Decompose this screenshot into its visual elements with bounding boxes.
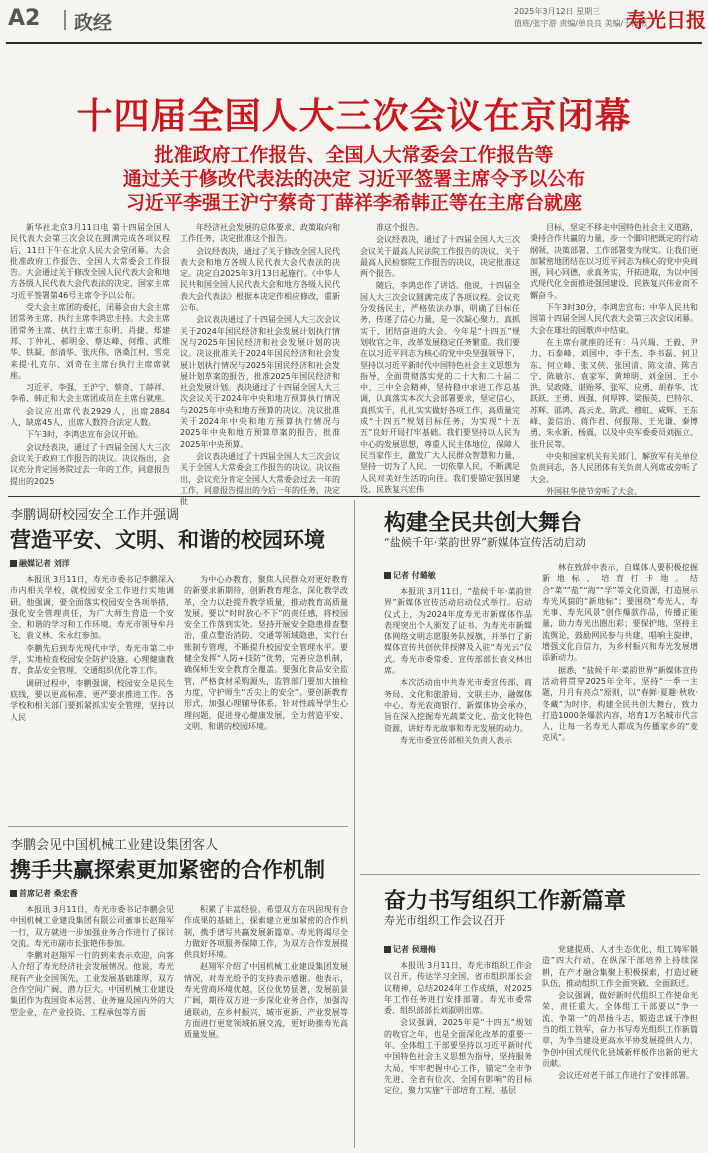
paragraph: 本报讯 3月11日，寿光市委书记李鹏深入市内相关学校，就校园安全工作进行实地调研。他强调，要全面落实校园安全各项举措，强化安全管理责任，为广大师生营造一个安全、和谐的学习和工作环境。寿光市领导牟丹飞、袁义林、朱永红参加。	[10, 575, 174, 641]
paragraph: 会议强调，2025年是“十四五”规划的收官之年，也是全面深化改革的重要一年。全体组工干部要坚持以习近平新时代中国特色社会主义思想为指导，坚持服务大局，牢牢把握中心工作，锚定“全市争先进、全省有位次、全国有影响”的目标定位，聚力实施“干部培育工程、基层	[384, 1018, 532, 1096]
campus-byline-text: 融媒记者 刘洋	[19, 559, 70, 568]
paragraph: 随后，李鸿忠作了讲话。他说，十四届全国人大三次会议圆满完成了各项议程。会议充分发扬民主，严格依法办事，明确了目标任务，传递了信心力量，是一次凝心聚力、真抓实干、团结奋进的大会。今年是“十四五”规划收官之年，改革发展稳定任务繁重。我们要在以习近平同志为核心的党中央坚强领导下，坚持以习近平新时代中国特色社会主义思想为指导，全面贯彻落实党的二十大和二十届二中、三中全会精神，坚持稳中求进工作总基调，认真落实本次大会部署要求，坚定信心，真抓实干，扎扎实实做好各项工作，高质量完成“十四五”规划目标任务，为实现“十五五”良好开局打牢基础。我们要坚持以人民为中心的发展思想，尊重人民主体地位，保障人民当家作主，激发广大人民群众智慧和力量，坚持一切为了人民、一切依靠人民，不断满足人民对美好生活的向往。我们要锚定强国建设、民族复兴宏伟	[360, 281, 520, 494]
lead-column-4	[530, 222, 698, 496]
writing-subhead: 寿光市组织工作会议召开	[384, 914, 505, 927]
campus-headline: 营造平安、文明、和谐的校园环境	[10, 528, 325, 552]
newspaper-logo: 寿光日报	[626, 8, 706, 32]
lead-deck-2: 通过关于修改代表法的决定 习近平签署主席令予以公布	[122, 168, 586, 190]
lead-deck-1: 批准政府工作报告、全国人大常委会工作报告等	[154, 144, 554, 166]
paragraph: 会议还对老干部工作进行了安排部署。	[558, 1071, 694, 1081]
paragraph: 会议表决通过了十四届全国人大三次会议关于2024年国民经济和社会发展计划执行情况与2025年国民经济和社会发展计划的决议。决议批准关于2024年国民经济和社会发展计划执行情况与2025年国民经济和社会发展计划草案的报告，批准2025年国民经济和社会发展计划。表决通过了十四届全国人大三次会议关于2024年中央和地方预算执行情况与2025年中央和地方预算的决议。决议批准关于2024年中央和地方预算执行情况与2025年中央和地方预算草案的报告，批准2025年中央预算。	[180, 315, 340, 449]
stage-column-2	[542, 562, 698, 868]
paragraph: 为中心办教育，聚焦人民群众对更好教育的新要求新期待，创新教育理念，深化教学改革，全力以赴提升教学质量，推动教育高质量发展。要以“时时放心不下”的责任感，将校园安全工作落到实处。坚持开展安全隐患排查整治，重点整治消防、交通等领域隐患，实行台账制专管理，不断提升校园安全管理水平。要健全发挥“人防+技防”优势，完善应急机制，确保师生安全教育全覆盖。要强化食品安全监管，严格食材采购源头，监管部门要加大抽检力度，守护师生“舌尖上的安全”。要创新教育形式，加强心理辅导体系，针对性疏导学生心理问题，促进身心健康发展，全力营造平安、文明、和谐的校园环境。	[184, 575, 348, 731]
editors-line: 值班/张宇游 责编/单良良 美编/于梅燕	[514, 19, 648, 28]
page-number: A2	[8, 6, 41, 31]
byline-marker	[384, 946, 391, 953]
writing-headline: 奋力书写组织工作新篇章	[384, 889, 627, 914]
paragraph: 寿光市委宣传部相关负责人表示	[400, 735, 512, 745]
lead-column-2	[180, 222, 340, 507]
stage-column-1	[384, 586, 532, 868]
paragraph: 外国驻华使节旁听了大会。	[546, 486, 642, 496]
lead-column-3	[360, 222, 520, 494]
machinery-headline: 携手共赢探索更加紧密的合作机制	[10, 858, 325, 882]
paragraph: 本次活动由中共寿光市委宣传部、商务局、文化和旅游局、文联主办，融媒体中心、寿光农商银行、新媒体协会承办，旨在深入挖掘寿光蔬菜文化、盐文化特色资源，讲好寿光故事和寿光发展的动力。	[384, 678, 532, 733]
issue-date: 2025年3月12日 星期三	[514, 7, 601, 16]
paragraph: 积累了丰富经验。希望双方在巩固现有合作成果的基础上，探索建立更加紧密的合作机制，携手谱写共赢发展新篇章。寿光将竭尽全力做好各项服务保障工作，为双方合作发展提供良好环境。	[184, 905, 348, 960]
campus-column-2	[184, 574, 348, 822]
paragraph: 本报讯 3月11日，寿光市组织工作会议召开，传达学习全国、省市组织部长会议精神，总结2024年工作成绩，对2025年工作任务进行安排部署。寿光市委常委、组织部部长刘淑明出席。	[384, 961, 532, 1016]
byline-marker	[10, 890, 17, 897]
paragraph: 赵翔军介绍了中国机械工业建设集团发展情况，对寿光给予的支持表示感谢。他表示，寿光营商环境优越，区位优势显著，发展前景广阔，期待双方进一步深化业务合作，加强沟通联动，在乡村振兴、城市更新、产业发展等方面进行更宽领域拓展交流，更好助推寿光高质量发展。	[184, 962, 348, 1040]
horizontal-rule-left	[8, 826, 348, 827]
paragraph: 在主席台就座的还有：马兴瑞、王毅、尹力、石泰峰、刘国中、李干杰、李书磊、何卫东、何立峰、张又侠、张国清、陈文清、陈吉宁、陈敏尔、袁家军、黄坤明、刘金国、王小洪、吴政隆、谌贻琴、张军、应勇、胡春华、沈跃跃、王勇、周强、何厚铧、梁振英、巴特尔、苏辉、邵鸿、高云龙、陈武、穆虹、咸辉、王东峰、姜信治、蒋作君、何报翔、王光谦、秦博勇、朱永新、杨震，以及中央军委委员刘振立、张升民等。	[530, 337, 698, 449]
horizontal-rule-right	[360, 874, 700, 875]
paragraph: 准这个报告。	[376, 223, 424, 232]
stage-byline	[384, 570, 436, 581]
campus-column-1	[10, 574, 174, 822]
campus-byline	[10, 558, 70, 569]
stage-subhead: “盐候千年·菜韵世界”新媒体宣传活动启动	[384, 536, 586, 549]
paragraph: 会议强调，做好新时代组织工作使命光荣、责任重大。全体组工干部要以“争一流、争第一”的昂扬斗志，锻造忠诚干净担当的组工铁军，奋力书写寿光组织工作新篇章，为争当建设更高水平协发展提供人力，争创中国式现代化县域新样板作出新的更大贡献。	[542, 991, 698, 1068]
paragraph: 中央和国家机关有关部门、解放军有关单位负责同志，各人民团体有关负责人列席或旁听了大会。	[530, 451, 698, 484]
writing-column-2	[542, 944, 698, 1148]
paragraph: 年经济社会发展的总体要求、政策取向和工作任务，决定批准这个报告。	[180, 223, 340, 244]
machinery-byline-text: 首席记者 桑宏香	[19, 889, 78, 898]
paragraph: 李鹏先后到寿光现代中学、寿光市第二中学，实地检查校园安全防护设施、心理健康教育、食品安全管理、交通组织优化等工作。	[10, 643, 174, 676]
writing-byline-text: 记者 侯珊梅	[393, 945, 436, 954]
paragraph: 习近平、李强、王沪宁、蔡奇、丁薛祥、李希、韩正和大会主席团成员在主席台就座。	[10, 383, 170, 404]
campus-kicker: 李鹏调研校园安全工作并强调	[10, 508, 180, 523]
writing-byline	[384, 944, 436, 955]
machinery-byline	[10, 888, 78, 899]
vertical-rule	[354, 500, 355, 1148]
paragraph: 受大会主席团的委托，闭幕会由大会主席团常务主席、执行主席李鸿忠主持。大会主席团常务主席、执行主席王东明、肖捷、郑建邦、丁仲礼、郝明金、蔡达峰、何维、武维华、铁凝、彭清华、张庆伟、洛桑江村、雪克来提·扎克尔、刘奇在主席台执行主席席就座。	[10, 303, 170, 380]
paragraph: 本报讯 3月11日，“盐候千年·菜韵世界”新媒体宣传活动启动仪式举行。启动仪式上，为2024年度寿光市新媒体作品表现突出个人颁发了证书。为寿光市新媒体网络文明志愿服务队授旗，并举行了新媒体宣传共创伙伴授牌及入驻“寿光云”仪式。寿光市委常委、宣传部部长袁义林出席。	[384, 587, 532, 676]
paragraph: 会议经表决，通过了十四届全国人大三次会议关于政府工作报告的决议。决议指出，会议充分肯定国务院过去一年的工作，同意报告提出的2025	[10, 442, 170, 486]
machinery-column-2	[184, 904, 348, 1148]
paragraph: 李鹏对赵翔军一行的到来表示欢迎，向客人介绍了寿光经济社会发展情况。他说，寿光现有产业全国领先，工业发展基础雄厚，双方合作空间广阔、潜力巨大。中国机械工业建设集团作为我国资本运营、业务遍及国内外的大型企业，在产业投资、工程承包等方面	[10, 951, 174, 1017]
horizontal-rule	[8, 496, 700, 497]
paragraph: 新华社北京3月11日电 第十四届全国人民代表大会第三次会议在圆满完成各项议程后，11日下午在北京人民大会堂闭幕。大会批准政府工作报告、全国人大常委会工作报告。大会通过关于修改全国人民代表大会和地方各级人民代表大会代表法的决定，国家主席习近平签署第46号主席令予以公布。	[10, 223, 170, 300]
paragraph: 本报讯 3月11日，寿光市委书记李鹏会见中国机械工业建设集团有限公司董事长赵翔军一行，双方就进一步加强业务合作进行了探讨交流。寿光市副市长张艳伟参加。	[10, 905, 174, 948]
paragraph: 林在致辞中表示，自媒体人要积极挖掘新地标、培育打卡地。结合“菜”“盐”“海”“学”等文化资源，打造展示寿光风貌的“新地标”；要围绕“寿光人、寿光事、寿光风景”创作爆款作品，传播正能量，助力寿光出圈出彩；要保护地，坚持主流舆论，鼓励网民参与共建，唱响主旋律，增强文化自信力，为乡村振兴和寿光发展增添新动力。	[542, 563, 698, 663]
lead-column-1	[10, 222, 170, 490]
paragraph: 党建提质、人才生态优化、组工铸军锻造”四大行动，在纵深干部培养上持续深耕，在产才融合集聚上积极探索，打造过硬队伍，推动组织工作全面突破、全面跃迁。	[542, 945, 698, 988]
lead-deck-3: 习近平李强王沪宁蔡奇丁薛祥李希韩正等在主席台就座	[125, 192, 582, 214]
paragraph: 下午3时，李鸿忠宣布会议开始。	[26, 430, 144, 440]
stage-byline-text: 记者 付璐敏	[393, 571, 436, 580]
paragraph: 会议应出席代表2929人，出席2884人，缺席45人，出席人数符合法定人数。	[10, 406, 170, 428]
header-divider	[64, 10, 66, 30]
paragraph: 目标，坚定不移走中国特色社会主义道路，秉持合作共赢的力量，步一个脚印把既定的行动纲领、决策部署、工作部署变为现实。让我们更加紧密地团结在以习近平同志为核心的党中央周围，同心同德，求真务实，开拓进取，为以中国式现代化全面推进强国建设、民族复兴伟业而不懈奋斗。	[530, 223, 698, 300]
paragraph: 会议经表决，通过了十四届全国人大三次会议关于最高人民法院工作报告的决议、关于最高人民检察院工作报告的决议，决定批准这两个报告。	[360, 235, 520, 279]
page-header	[6, 4, 706, 44]
paragraph: 调研过程中，李鹏强调，校园安全是民生底线，要以更高标准、更严要求推进工作。各学校和相关部门要抓紧抓实安全管理，坚持以人民	[10, 678, 174, 722]
section-name: 政经	[74, 12, 113, 34]
paragraph: 会议经表决，通过了关于修改全国人民代表大会和地方各级人民代表大会代表法的决定。决定自2025年3月13日起施行。《中华人民共和国全国人民代表大会和地方各级人民代表大会代表法》根据本决定作相应修改，重新公布。	[180, 246, 340, 313]
machinery-column-1	[10, 904, 174, 1148]
lead-headline: 十四届全国人大三次会议在京闭幕	[76, 96, 632, 137]
machinery-kicker: 李鹏会见中国机械工业建设集团客人	[10, 838, 219, 853]
byline-marker	[10, 560, 17, 567]
writing-column-1	[384, 960, 532, 1148]
byline-marker	[384, 572, 391, 579]
paragraph: 下午3时30分，李鸿忠宣布：中华人民共和国第十四届全国人民代表大会第三次会议闭幕。大会在雄壮的国歌声中结束。	[530, 303, 698, 335]
paragraph: 据悉，“盐候千年·菜韵世界”新媒体宣传活动将贯穿2025年全年，坚持“一季一主题，月月有亮点”原则，以“春鲜·夏趣·秋收·冬藏”为时序，构建全民共创大舞台，致力打造1000条爆款内容，培育1万名城市代言人，让每一名寿光人都成为传播家乡的“麦克风”。	[542, 665, 698, 743]
paragraph: 会议表决通过了十四届全国人大三次会议关于全国人大常委会工作报告的决议。决议指出，会议充分肯定全国人大常委会过去一年的工作，同意报告提出的今后一年的任务，决定批	[180, 451, 340, 507]
stage-headline: 构建全民共创大舞台	[384, 511, 583, 536]
